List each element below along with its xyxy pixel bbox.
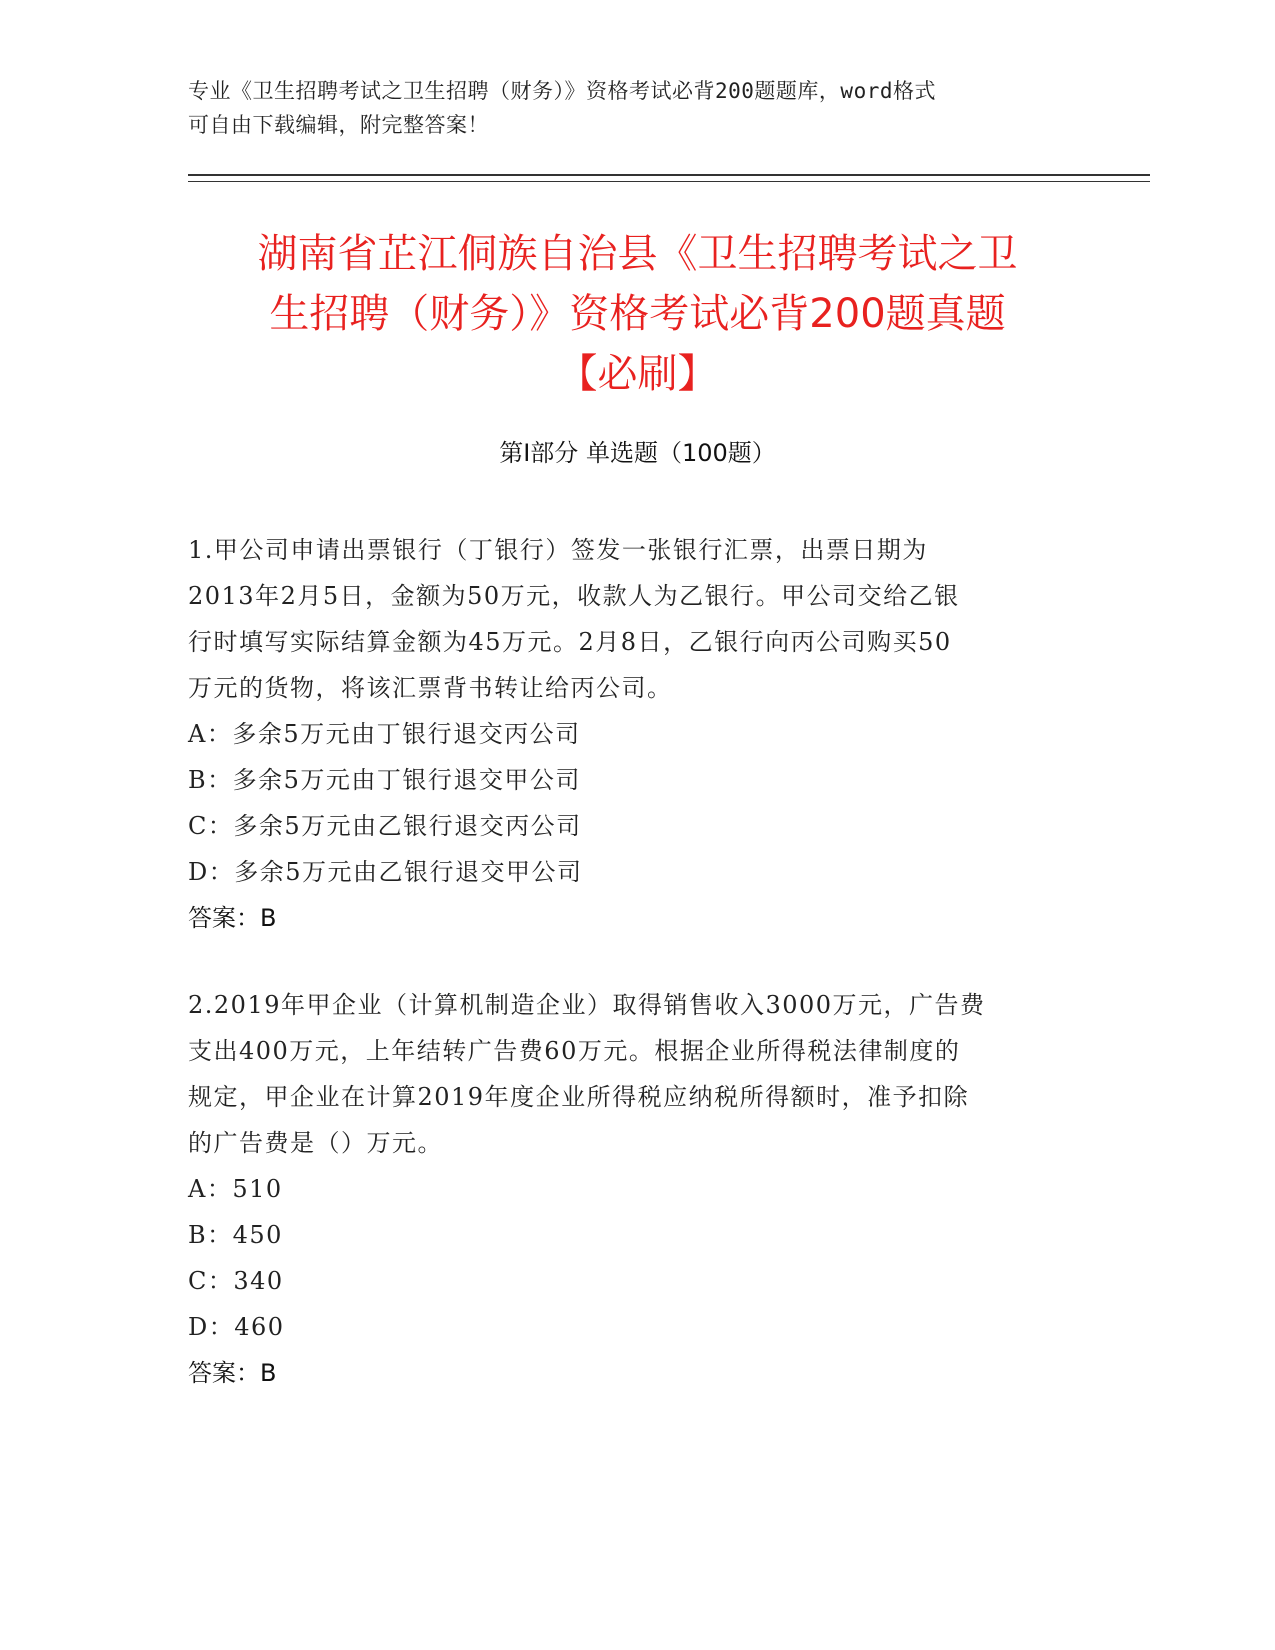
question-stem-line: 2.2019年甲企业（计算机制造企业）取得销售收入3000万元，广告费 <box>188 991 986 1019</box>
option-b: B：多余5万元由丁银行退交甲公司 <box>188 766 581 794</box>
document-title <box>150 224 1125 404</box>
answer-line: 答案：B <box>188 904 277 932</box>
option-d: D：460 <box>188 1313 285 1341</box>
question-block <box>188 982 1088 1396</box>
title-line: 湖南省芷江侗族自治县《卫生招聘考试之卫 <box>257 231 1018 277</box>
answer-line: 答案：B <box>188 1359 277 1387</box>
header-note <box>188 74 1068 142</box>
option-d: D：多余5万元由乙银行退交甲公司 <box>188 858 583 886</box>
option-c: C：多余5万元由乙银行退交丙公司 <box>188 812 582 840</box>
question-block <box>188 527 1088 941</box>
header-note-line: 专业《卫生招聘考试之卫生招聘（财务）》资格考试必背200题题库，word格式 <box>188 79 936 103</box>
question-stem-line: 万元的货物，将该汇票背书转让给丙公司。 <box>188 674 673 702</box>
header-divider-thick <box>188 174 1150 176</box>
option-c: C：340 <box>188 1267 284 1295</box>
header-divider-thin <box>188 181 1150 182</box>
question-stem-line: 行时填写实际结算金额为45万元。2月8日，乙银行向丙公司购买50 <box>188 628 952 656</box>
question-stem-line: 支出400万元，上年结转广告费60万元。根据企业所得税法律制度的 <box>188 1037 961 1065</box>
option-a: A：510 <box>188 1175 283 1203</box>
title-line: 生招聘（财务）》资格考试必背200题真题 <box>269 291 1006 337</box>
question-stem-line: 规定，甲企业在计算2019年度企业所得税应纳税所得额时，准予扣除 <box>188 1083 970 1111</box>
question-stem-line: 2013年2月5日，金额为50万元，收款人为乙银行。甲公司交给乙银 <box>188 582 960 610</box>
header-note-line: 可自由下载编辑，附完整答案！ <box>188 113 489 137</box>
question-stem-line: 1.甲公司申请出票银行（丁银行）签发一张银行汇票，出票日期为 <box>188 536 928 564</box>
section-heading: 第I部分 单选题（100题） <box>499 439 776 467</box>
title-line: 【必刷】 <box>557 351 718 397</box>
option-b: B：450 <box>188 1221 283 1249</box>
question-stem-line: 的广告费是（）万元。 <box>188 1129 443 1157</box>
option-a: A：多余5万元由丁银行退交丙公司 <box>188 720 581 748</box>
